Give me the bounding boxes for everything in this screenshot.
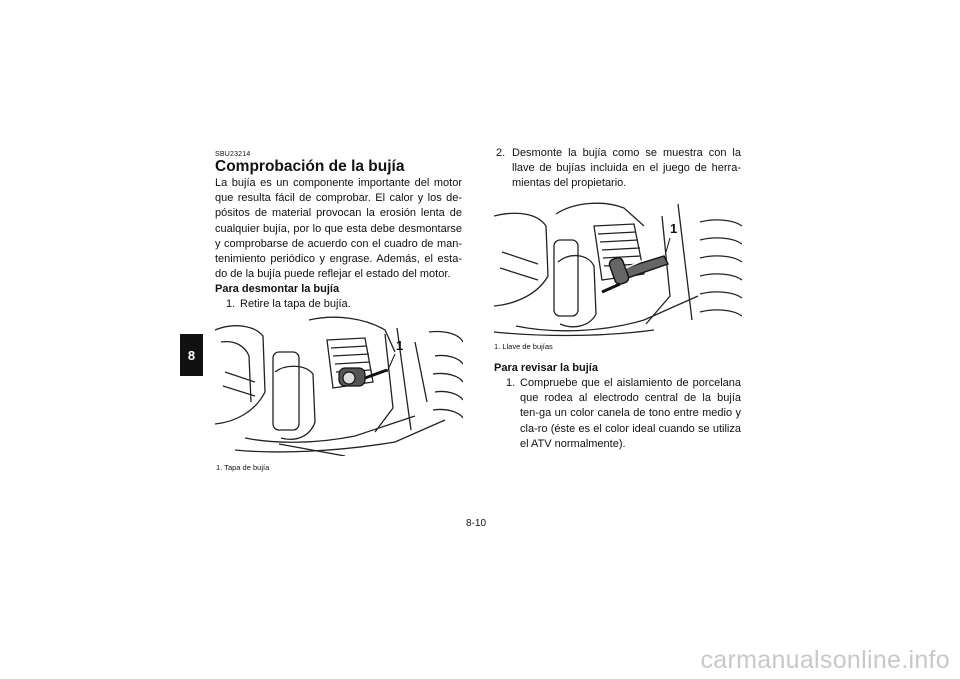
figure-1-callout: 1 bbox=[396, 338, 404, 353]
section-heading: Comprobación de la bujía bbox=[215, 158, 405, 175]
section-tab-label: 8 bbox=[187, 347, 196, 363]
remove-step-1-text: Retire la tapa de bujía. bbox=[240, 298, 351, 310]
check-step-1 bbox=[506, 376, 741, 452]
remove-heading: Para desmontar la bujía bbox=[215, 283, 340, 295]
figure-1-caption: 1. Tapa de bujía bbox=[216, 463, 270, 472]
remove-step-2-number: 2. bbox=[496, 147, 506, 159]
check-step-1-text: Compruebe que el aislamiento de porcelana que rodea al electrodo central de la bujía ten-ga un color canela de tono entre medio y cla-ro (éste es el color ideal cuando se utiliza el ATV normalmente). bbox=[520, 377, 741, 450]
figure-2-callout: 1 bbox=[670, 221, 678, 236]
page-number: 8-10 bbox=[466, 518, 487, 529]
remove-step-2-text: Desmonte la bujía como se muestra con la llave de bujías incluida en el juego de herra-mientas del propietario. bbox=[512, 147, 741, 190]
check-heading: Para revisar la bujía bbox=[494, 362, 598, 374]
remove-step-2 bbox=[496, 146, 741, 192]
intro-paragraph: La bujía es un componente importante del motor que resulta fácil de comprobar. El calor y los de-pósitos de material provocan la erosión lenta de cualquier bujía, por lo que esta debe desmontarse y comprobarse de acuerdo con el cuadro de man-tenimiento periódico y engrase. Además, el esta-do de la bujía puede reflejar el estado del motor. bbox=[215, 177, 462, 281]
section-code: SBU23214 bbox=[215, 151, 251, 158]
figure-spark-plug-wrench bbox=[494, 196, 742, 340]
figure-2-caption: 1. Llave de bujías bbox=[494, 342, 553, 351]
section-tab bbox=[180, 334, 203, 376]
watermark: carmanualsonline.info bbox=[700, 646, 950, 674]
check-step-1-number: 1. bbox=[506, 377, 516, 389]
remove-step-1 bbox=[226, 297, 462, 312]
remove-step-1-number: 1. bbox=[226, 298, 236, 310]
figure-spark-plug-cap bbox=[215, 312, 463, 456]
